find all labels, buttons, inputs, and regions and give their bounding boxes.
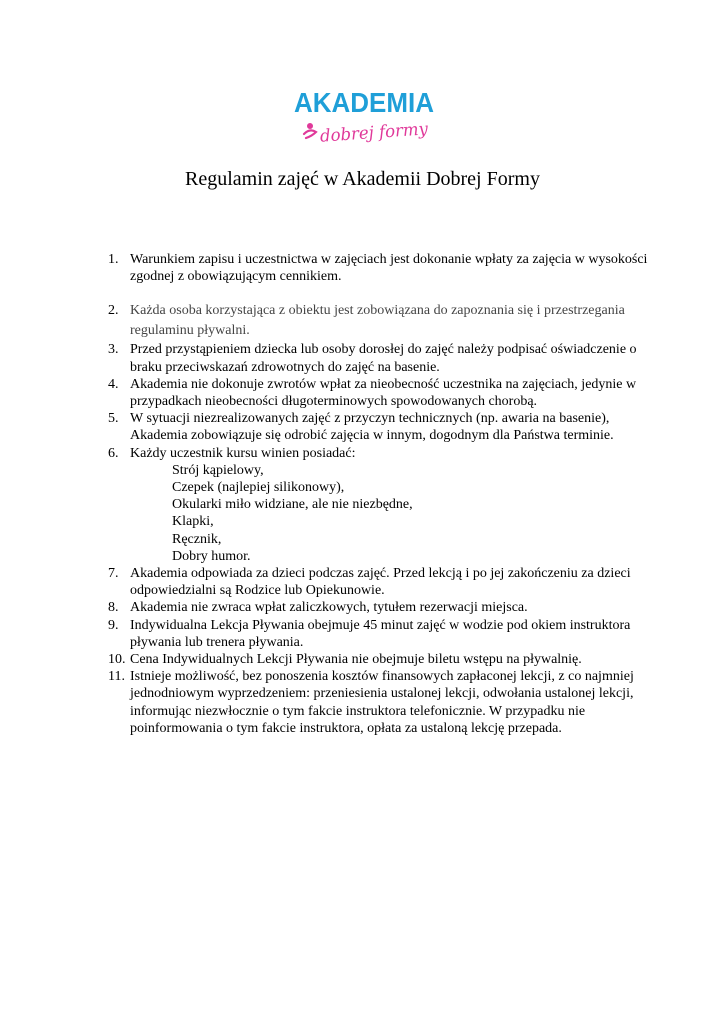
rule-number: 5. bbox=[108, 411, 119, 427]
rule-item bbox=[108, 617, 648, 651]
rule-item bbox=[108, 651, 648, 668]
rule-number: 9. bbox=[108, 617, 119, 633]
rule-item bbox=[108, 301, 648, 341]
rule-text: Akademia nie dokonuje zwrotów wpłat za nieobecność uczestnika na zajęciach, jedynie w przypadkach nieobecności długoterminowych spowodowanych chorobą. bbox=[130, 376, 637, 410]
akademia-logo bbox=[280, 82, 450, 152]
rule-text: Indywidualna Lekcja Pływania obejmuje 45 minut zajęć w wodzie pod okiem instruktora pływania lub trenera pływania. bbox=[130, 617, 631, 650]
rule-text: Warunkiem zapisu i uczestnictwa w zajęciach jest dokonanie wpłaty za zajęcia w wysokości zgodnej z obowiązującym cennikiem. bbox=[130, 252, 648, 285]
rule-item bbox=[108, 668, 648, 737]
rule-number: 1. bbox=[108, 252, 119, 267]
logo-tagline: dobrej formy bbox=[319, 119, 432, 147]
rule-item bbox=[108, 599, 648, 616]
rule-text: Akademia odpowiada za dzieci podczas zajęć. Przed lekcją i po jej zakończeniu za dzieci odpowiedzialni są Rodzice lub Opiekunowie. bbox=[130, 566, 631, 599]
equipment-item: Okularki miło widziane, ale nie niezbędne, bbox=[172, 497, 413, 513]
rule-text: Każda osoba korzystająca z obiektu jest zobowiązana do zapoznania się i przestrzegania regulaminu pływalni. bbox=[130, 303, 625, 339]
rules-list bbox=[108, 251, 648, 737]
rule-text: Cena Indywidualnych Lekcji Pływania nie obejmuje biletu wstępu na pływalnię. bbox=[130, 652, 582, 668]
rule-number: 2. bbox=[108, 303, 119, 319]
swimmer-figure-icon bbox=[304, 123, 316, 138]
equipment-list bbox=[130, 462, 648, 565]
rule-item bbox=[108, 410, 648, 444]
logo-word: AKADEMIA bbox=[294, 87, 434, 118]
equipment-item: Klapki, bbox=[172, 514, 214, 530]
rule-number: 4. bbox=[108, 376, 119, 392]
rule-number: 8. bbox=[108, 600, 119, 616]
rule-item bbox=[108, 341, 648, 375]
equipment-item: Dobry humor. bbox=[172, 548, 251, 564]
rule-number: 7. bbox=[108, 566, 119, 582]
rule-number: 11. bbox=[108, 669, 125, 685]
rule-text: Akademia nie zwraca wpłat zaliczkowych, tytułem rezerwacji miejsca. bbox=[130, 600, 528, 616]
rule-text: Każdy uczestnik kursu winien posiadać: bbox=[130, 445, 356, 461]
page-title: Regulamin zajęć w Akademii Dobrej Formy bbox=[185, 168, 540, 190]
rule-text: Przed przystąpieniem dziecka lub osoby dorosłej do zajęć należy podpisać oświadczenie o braku przeciwskazań zdrowotnych do zajęć na basenie. bbox=[130, 342, 637, 375]
rule-item bbox=[108, 251, 648, 285]
rule-item bbox=[108, 565, 648, 599]
rule-number: 3. bbox=[108, 342, 119, 358]
rule-text: Istnieje możliwość, bez ponoszenia kosztów finansowych zapłaconej lekcji, z co najmniej jednodniowym wyprzedzeniem: przeniesienia ustalonej lekcji, odwołania ustalonej lekcji, informując niezwłocznie o tym fakcie instruktora telefonicznie. W przypadku nie poinformowania o tym fakcie instruktora, opłata za ustaloną lekcję przepada. bbox=[130, 669, 634, 736]
rule-number: 10. bbox=[108, 652, 126, 668]
equipment-item: Ręcznik, bbox=[172, 531, 222, 547]
equipment-item: Strój kąpielowy, bbox=[172, 462, 264, 478]
rule-item bbox=[108, 445, 648, 565]
rule-text: W sytuacji niezrealizowanych zajęć z przyczyn technicznych (np. awaria na basenie), Akademia zobowiązuje się odrobić zajęcia w innym, dogodnym dla Państwa terminie. bbox=[130, 411, 614, 444]
rule-number: 6. bbox=[108, 445, 119, 461]
equipment-item: Czepek (najlepiej silikonowy), bbox=[172, 480, 345, 496]
logo-graphic bbox=[280, 82, 450, 152]
rule-item bbox=[108, 376, 648, 410]
